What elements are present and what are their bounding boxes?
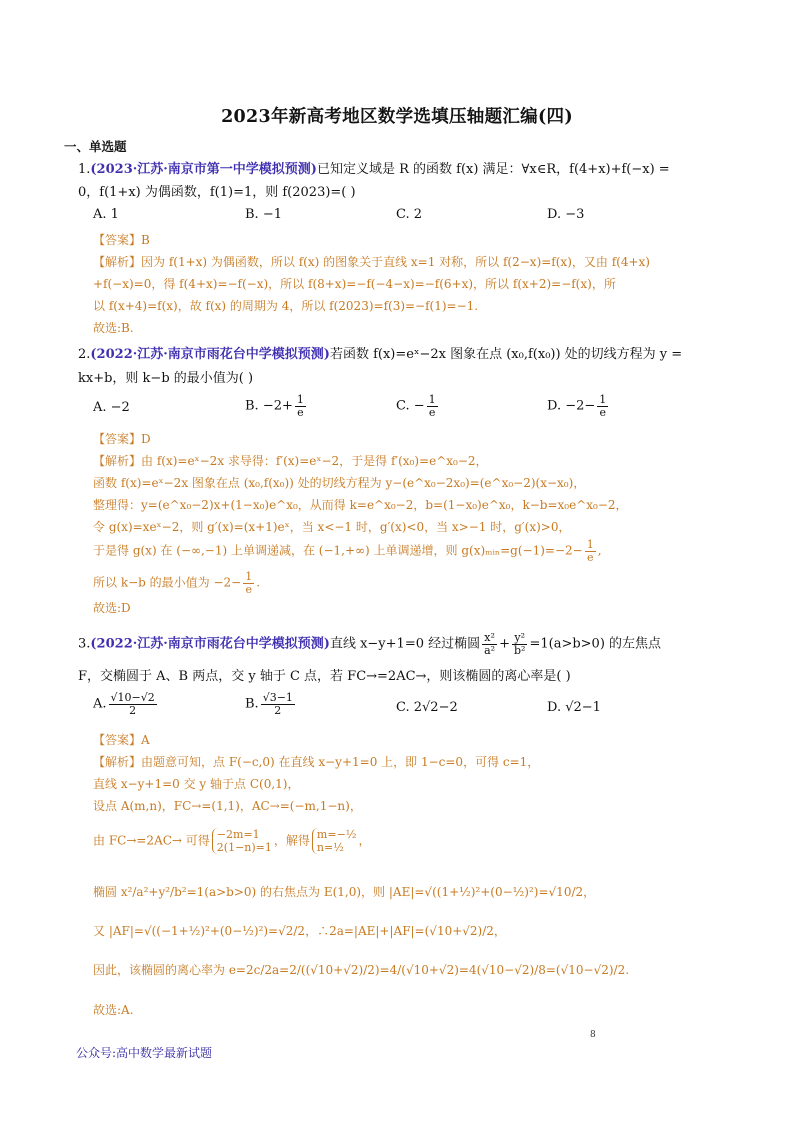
q1-analysis-line3: 以 f(x+4)=f(x)，故 f(x) 的周期为 4，所以 f(2023)=f(3)=−f(1)=−1. — [93, 299, 479, 313]
q1-option-d: D. −3 — [547, 207, 585, 222]
footer-text: 公众号:高中数学最新试题 — [76, 1046, 213, 1060]
q1-number: 1. — [78, 162, 91, 177]
q2-analysis-line4: 令 g(x)=xeˣ−2，则 g′(x)=(x+1)eˣ，当 x<−1 时，g′(x)<0，当 x>−1 时，g′(x)>0， — [93, 520, 571, 534]
q3-analysis-line2: 直线 x−y+1=0 交 y 轴于点 C(0,1)， — [93, 777, 300, 791]
q3-analysis-solve: 由 FC→=2AC→ 可得 −2m=1 2(1−n)=1 ，解得 m=−½ n=½ ， — [93, 828, 371, 855]
q1-source: (2023·江苏·南京市第一中学模拟预测) — [90, 162, 317, 177]
q2-text1: 若函数 f(x)=eˣ−2x 图象在点 (x₀,f(x₀)) 处的切线方程为 y = — [329, 347, 683, 362]
q3-analysis-line1: 【解析】由题意可知，点 F(−c,0) 在直线 x−y+1=0 上，即 1−c=0，可得 c=1， — [93, 755, 540, 769]
q3-option-c: C. 2√2−2 — [396, 700, 458, 715]
q2-option-a: A. −2 — [93, 400, 130, 415]
q3-analysis-line3: 设点 A(m,n)，FC→=(1,1)，AC→=(−m,1−n)， — [93, 799, 362, 813]
q2-option-b: B. −2+ $\frac{1}{e}$ — [245, 393, 304, 419]
section-heading: 一、单选题 — [64, 139, 127, 154]
q2-source: (2022·江苏·南京市雨花台中学模拟预测) — [90, 347, 330, 362]
q1-analysis-line2: +f(−x)=0，得 f(4+x)=−f(−x)，所以 f(8+x)=−f(−4−x)=−f(6+x)，所以 f(x+2)=−f(x)，所 — [93, 277, 616, 291]
q2-option-c: C. − $\frac{1}{e}$ — [396, 393, 436, 419]
q1-option-a: A. 1 — [93, 207, 119, 222]
q2-analysis-line5: 于是得 g(x) 在 (−∞,−1) 上单调递减，在 (−1,+∞) 上单调递增，则 g(x)ₘᵢₙ=g(−1)=−2− $\frac{1}{e}$ , — [93, 538, 602, 564]
q2-answer: 【答案】D — [93, 432, 151, 446]
page-title: 2023年新高考地区数学选填压轴题汇编(四) — [221, 107, 573, 127]
q3-option-a: A. $\frac{√10-√2}{2}$ — [93, 691, 155, 717]
q1-option-b: B. −1 — [245, 207, 282, 222]
q3-analysis-af: 又 |AF|=√((−1+½)²+(0−½)²)=√2/2，∴2a=|AE|+|AF|=(√10+√2)/2， — [93, 924, 506, 938]
q2-analysis-line1: 【解析】由 f(x)=eˣ−2x 求导得：f′(x)=eˣ−2，于是得 f′(x₀)=e^x₀−2， — [93, 454, 488, 468]
q3-line1: 3.(2022·江苏·南京市雨花台中学模拟预测)直线 x−y+1=0 经过椭圆 $\frac{\text{x²}}{\text{a²}}$ + $\frac{\text{y²}}{\text{b²}}$ =1(a>b>0) 的左焦点 — [78, 631, 662, 657]
q3-answer: 【答案】A — [93, 733, 150, 747]
q3-conclusion: 故选:A. — [93, 1003, 134, 1017]
q2-line1 — [78, 345, 682, 365]
q3-analysis-eccentricity: 因此，该椭圆的离心率为 e=2c/2a=2/((√10+√2)/2)=4/(√10+√2)=4(√10−√2)/8=(√10−√2)/2. — [93, 963, 630, 977]
page-number: 8 — [590, 1030, 596, 1040]
q1-answer: 【答案】B — [93, 233, 150, 247]
q2-conclusion: 故选:D — [93, 601, 131, 615]
q1-line2: 0，f(1+x) 为偶函数，f(1)=1，则 f(2023)=( ) — [78, 185, 356, 200]
q2-number: 2. — [78, 347, 91, 362]
q2-option-d: D. −2− $\frac{1}{e}$ — [547, 393, 607, 419]
q1-text1: 已知定义域是 R 的函数 f(x) 满足：∀x∈R，f(4+x)+f(−x) = — [316, 162, 670, 177]
q2-analysis-line6: 所以 k−b 的最小值为 −2− $\frac{1}{e}$ . — [93, 570, 261, 596]
q1-analysis-line1: 【解析】因为 f(1+x) 为偶函数，所以 f(x) 的图象关于直线 x=1 对称，所以 f(2−x)=f(x)，又由 f(4+x) — [93, 255, 650, 269]
q2-analysis-line2: 函数 f(x)=eˣ−2x 图象在点 (x₀,f(x₀)) 处的切线方程为 y−(e^x₀−2x₀)=(e^x₀−2)(x−x₀)， — [93, 476, 586, 490]
q1-option-c: C. 2 — [396, 207, 423, 222]
q2-line2: kx+b，则 k−b 的最小值为( ) — [78, 371, 254, 386]
q2-analysis-line3: 整理得：y=(e^x₀−2)x+(1−x₀)e^x₀，从而得 k=e^x₀−2，b=(1−x₀)e^x₀，k−b=x₀e^x₀−2， — [93, 498, 628, 512]
q1-conclusion: 故选:B. — [93, 321, 134, 335]
q1-line1 — [78, 160, 670, 180]
q3-analysis-ellipse: 椭圆 x²/a²+y²/b²=1(a>b>0) 的右焦点为 E(1,0)，则 |AE|=√((1+½)²+(0−½)²)=√10/2， — [93, 885, 596, 899]
q3-number: 3. — [78, 636, 91, 652]
q3-line2: F，交椭圆于 A、B 两点，交 y 轴于 C 点，若 FC→=2AC→，则该椭圆的离心率是( ) — [78, 669, 571, 684]
q3-source: (2022·江苏·南京市雨花台中学模拟预测) — [90, 636, 330, 652]
q3-option-b: B. $\frac{√3-1}{2}$ — [245, 691, 293, 717]
q3-option-d: D. √2−1 — [547, 700, 601, 715]
